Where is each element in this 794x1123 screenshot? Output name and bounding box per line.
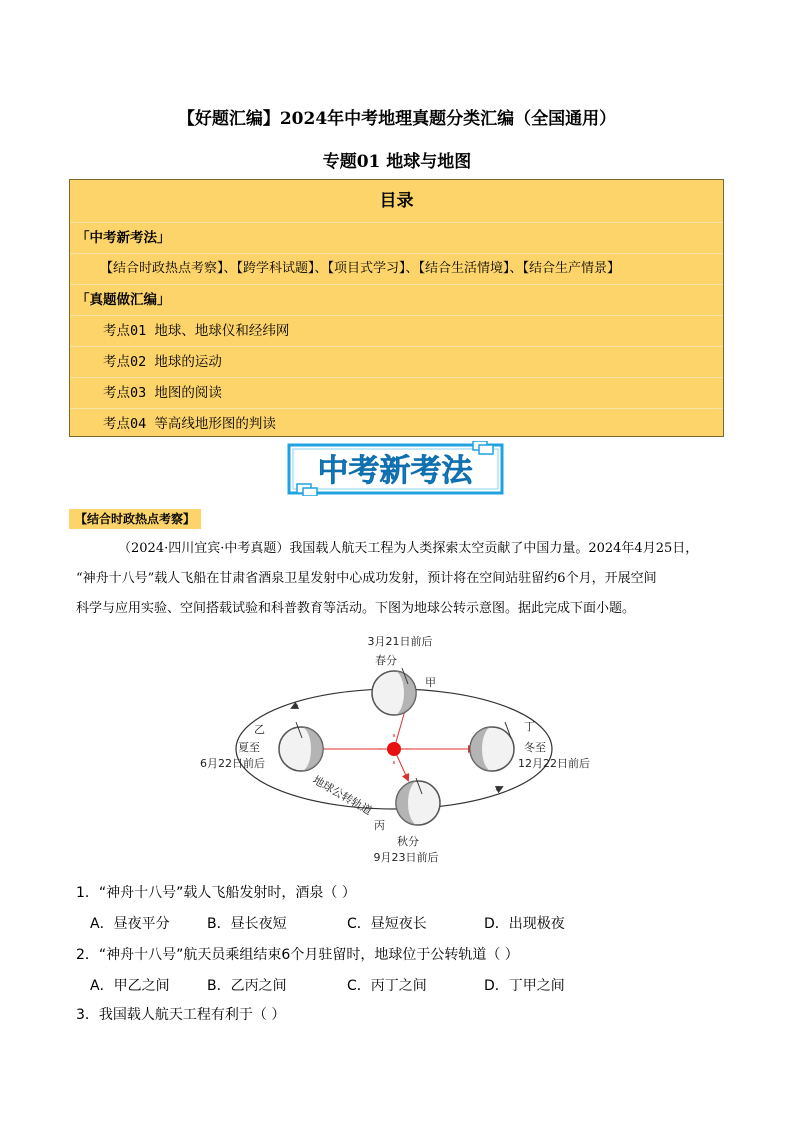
page-subtitle: 专题01 地球与地图 xyxy=(322,152,472,172)
label-bottom-date: 9月23日前后 xyxy=(373,851,439,864)
toc-section-new-methods[interactable]: 「中考新考法」 xyxy=(70,222,723,253)
question-3: 3．我国载人航天工程有利于（ ） xyxy=(76,1007,286,1023)
earth-left-icon xyxy=(279,722,323,771)
label-bottom-term: 秋分 xyxy=(397,835,419,848)
toc-point-3[interactable]: 考点03 地图的阅读 xyxy=(70,377,723,408)
q2-option-b[interactable]: B．乙丙之间 xyxy=(207,978,287,994)
q2-option-c[interactable]: C．丙丁之间 xyxy=(347,978,427,994)
q2-option-a[interactable]: A．甲乙之间 xyxy=(90,978,170,994)
label-top-term: 春分 xyxy=(375,654,397,667)
banner-text: 中考新考法 xyxy=(317,453,473,489)
section-banner xyxy=(287,441,504,496)
toc-point-2[interactable]: 考点02 地球的运动 xyxy=(70,346,723,377)
earth-right-icon xyxy=(470,722,514,771)
question-1: 1．“神舟十八号”载人飞船发射时，酒泉（ ） xyxy=(76,885,356,901)
paragraph-line-3: 科学与应用实验、空间搭载试验和科普教育等活动。下图为地球公转示意图。据此完成下面小题。 xyxy=(76,601,636,616)
category-tag: 【结合时政热点考察】 xyxy=(69,509,201,529)
orbit-arrow-1 xyxy=(292,705,298,708)
label-left-term: 夏至 xyxy=(238,741,260,754)
label-bottom-pos: 丙 xyxy=(374,819,385,832)
q1-option-a[interactable]: A．昼夜平分 xyxy=(90,916,170,932)
label-top-date: 3月21日前后 xyxy=(367,635,433,648)
paragraph-line-1: （2024·四川宜宾·中考真题）我国载人航天工程为人类探索太空贡献了中国力量。2024年4月25日， xyxy=(118,541,699,556)
label-right-term: 冬至 xyxy=(524,741,546,754)
label-left-pos: 乙 xyxy=(254,723,265,736)
label-top-pos: 甲 xyxy=(425,676,436,689)
paragraph-line-2: “神舟十八号”载人飞船在甘肃省酒泉卫星发射中心成功发射，预计将在空间站驻留约6个月，开展空间 xyxy=(76,571,657,586)
sun-icon xyxy=(387,742,401,756)
table-of-contents xyxy=(69,179,724,437)
earth-top-icon xyxy=(372,668,416,715)
q1-option-d[interactable]: D．出现极夜 xyxy=(484,916,565,932)
toc-point-1[interactable]: 考点01 地球、地球仪和经纬网 xyxy=(70,315,723,346)
page-title: 【好题汇编】2024年中考地理真题分类汇编（全国通用） xyxy=(177,109,617,129)
label-left-date: 6月22日前后 xyxy=(200,757,265,770)
q1-option-c[interactable]: C．昼短夜长 xyxy=(347,916,427,932)
earth-bottom-icon xyxy=(396,778,440,825)
toc-section-real-questions[interactable]: 「真题做汇编」 xyxy=(70,284,723,315)
earth-revolution-diagram xyxy=(196,630,606,870)
q2-option-d[interactable]: D．丁甲之间 xyxy=(484,978,565,994)
toc-section1-items[interactable]: 【结合时政热点考察】、【跨学科试题】、【项目式学习】、【结合生活情境】、【结合生产情景】 xyxy=(70,253,723,284)
toc-point-4[interactable]: 考点04 等高线地形图的判读 xyxy=(70,408,723,439)
q1-option-b[interactable]: B．昼长夜短 xyxy=(207,916,287,932)
label-right-date: 12月22日前后 xyxy=(518,757,590,770)
orbit-arrow-2 xyxy=(496,787,502,790)
label-right-pos: 丁 xyxy=(524,720,535,733)
label-orbit: 地球公转轨道 xyxy=(310,773,375,818)
question-2: 2．“神舟十八号”航天员乘组结束6个月驻留时，地球位于公转轨道（ ） xyxy=(76,947,519,963)
toc-heading: 目录 xyxy=(379,191,414,211)
